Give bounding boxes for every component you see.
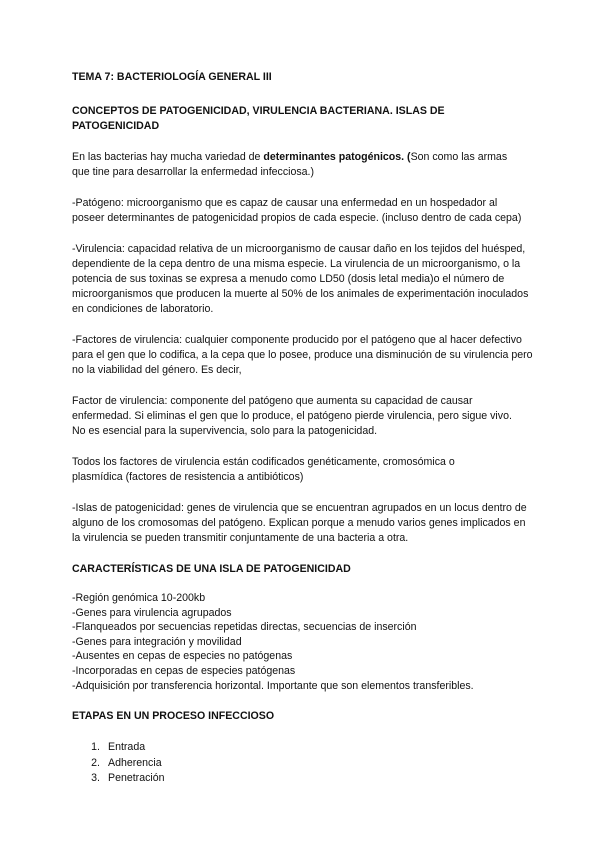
list-item-number: 2. <box>91 756 100 769</box>
list-item <box>72 771 540 787</box>
section-heading-concepts: CONCEPTOS DE PATOGENICIDAD, VIRULENCIA BACTERIANA. ISLAS DE PATOGENICIDAD <box>72 105 445 132</box>
section-heading-characteristics: CARACTERÍSTICAS DE UNA ISLA DE PATOGENICIDAD <box>72 563 351 575</box>
paragraph-patogeno: -Patógeno: microorganismo que es capaz de causar una enfermedad en un hospedador al poseer determinantes de patogenicidad propios de cada especie. (incluso dentro de cada cepa) <box>72 197 522 224</box>
paragraph-islas: -Islas de patogenicidad: genes de virulencia que se encuentran agrupados en un locus dentro de alguno de los cromosomas del patógeno. Explican porque a menudo varios genes implicados en la virulencia se pueden transmitir conjuntamente de una bacteria a otra. <box>72 502 527 544</box>
intro-text: En las bacterias hay mucha variedad de <box>72 151 264 163</box>
paragraph-virulencia: -Virulencia: capacidad relativa de un microorganismo de causar daño en los tejidos del huésped, dependiente de la cepa dentro de una misma especie. La virulencia de un microorganismo, o la potencia de sus toxinas se expresa a menudo como LD50 (dosis letal media)o el número de microorganismos que producen la muerte al 50% de los animales de experimentación inoculados en condiciones de laboratorio. <box>72 243 529 315</box>
intro-paragraph <box>72 150 522 180</box>
list-item: -Flanqueados por secuencias repetidas directas, secuencias de inserción <box>72 621 417 634</box>
paragraph-factor-virulencia: Factor de virulencia: componente del patógeno que aumenta su capacidad de causar enfermedad. Si eliminas el gen que lo produce, el patógeno pierde virulencia, pero sigue vivo. No es esencial para la supervivencia, solo para la patogenicidad. <box>72 395 512 437</box>
list-item-number: 1. <box>91 741 100 754</box>
list-item: -Adquisición por transferencia horizontal. Importante que son elementos transferibles. <box>72 679 474 692</box>
intro-text-end: Son como las armas que tine para desarrollar la enfermedad infecciosa.) <box>72 151 508 178</box>
section-heading-stages: ETAPAS EN UN PROCESO INFECCIOSO <box>72 710 275 723</box>
list-item-number: 3. <box>91 772 100 785</box>
stages-list <box>72 740 540 787</box>
list-item: -Genes para virulencia agrupados <box>72 606 232 619</box>
paragraph-factores-virulencia: -Factores de virulencia: cualquier componente producido por el patógeno que al hacer defectivo para el gen que lo codifica, a la cepa que lo posee, produce una disminución de su virulencia pero no la viabilidad del género. Es decir, <box>72 334 533 376</box>
list-item: -Genes para integración y movilidad <box>72 635 242 648</box>
list-item-text: Entrada <box>108 741 146 754</box>
list-item <box>72 756 540 772</box>
document-title: TEMA 7: BACTERIOLOGÍA GENERAL III <box>72 71 272 83</box>
list-item: -Región genómica 10-200kb <box>72 592 206 604</box>
list-item <box>72 740 540 756</box>
characteristics-list <box>72 591 540 693</box>
paragraph-codificados: Todos los factores de virulencia están codificados genéticamente, cromosómica o plasmídica (factores de resistencia a antibióticos) <box>72 456 455 483</box>
list-item-text: Penetración <box>108 772 165 785</box>
list-item-text: Adherencia <box>108 756 162 769</box>
list-item: -Incorporadas en cepas de especies patógenas <box>72 664 296 677</box>
intro-bold-term: determinantes patogénicos. ( <box>263 151 411 163</box>
list-item: -Ausentes en cepas de especies no patógenas <box>72 650 293 663</box>
